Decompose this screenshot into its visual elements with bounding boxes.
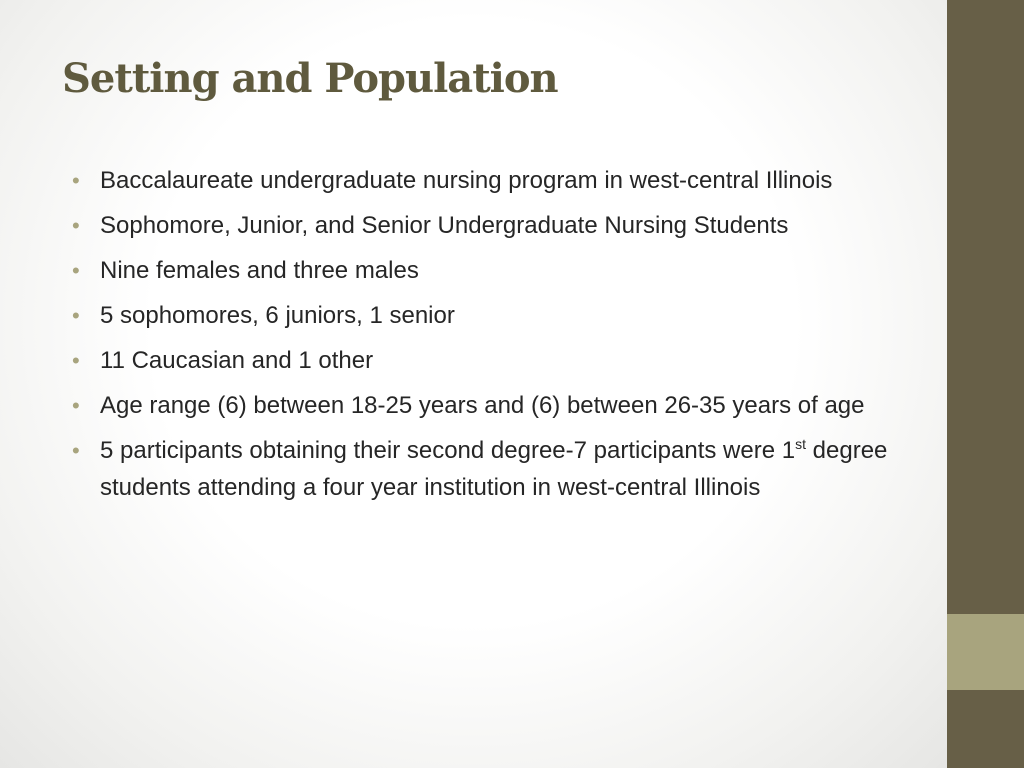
bullet-dot-icon: • [72, 303, 80, 328]
bullet-text-after: degree students attending a four year institution in west-central Illinois [100, 437, 888, 501]
bullet-text: 5 sophomores, 6 juniors, 1 senior [100, 302, 455, 329]
bullet-text: 11 Caucasian and 1 other [100, 347, 374, 374]
bullet-item [72, 252, 932, 289]
bullet-text: Nine females and three males [100, 257, 419, 284]
bullet-dot-icon: • [72, 258, 80, 283]
bullet-item [72, 297, 932, 334]
bullet-item [72, 342, 932, 379]
bullet-dot-icon: • [72, 213, 80, 238]
ordinal-superscript: st [795, 436, 806, 452]
bullet-item [72, 162, 932, 199]
side-accent-block [947, 614, 1024, 690]
bullet-text: Sophomore, Junior, and Senior Undergraduate Nursing Students [100, 212, 789, 239]
bullet-dot-icon: • [72, 168, 80, 193]
slide-title: Setting and Population [62, 55, 558, 102]
bullet-dot-icon: • [72, 393, 80, 418]
bullet-dot-icon: • [72, 438, 80, 463]
bullet-item [72, 207, 932, 244]
bullet-dot-icon: • [72, 348, 80, 373]
bullet-list [72, 162, 932, 514]
bullet-text-before: 5 participants obtaining their second degree-7 participants were 1 [100, 437, 796, 464]
bullet-text: Age range (6) between 18-25 years and (6) between 26-35 years of age [100, 392, 865, 419]
bullet-item [72, 387, 932, 424]
bullet-text: Baccalaureate undergraduate nursing program in west-central Illinois [100, 167, 833, 194]
bullet-item [72, 432, 932, 506]
